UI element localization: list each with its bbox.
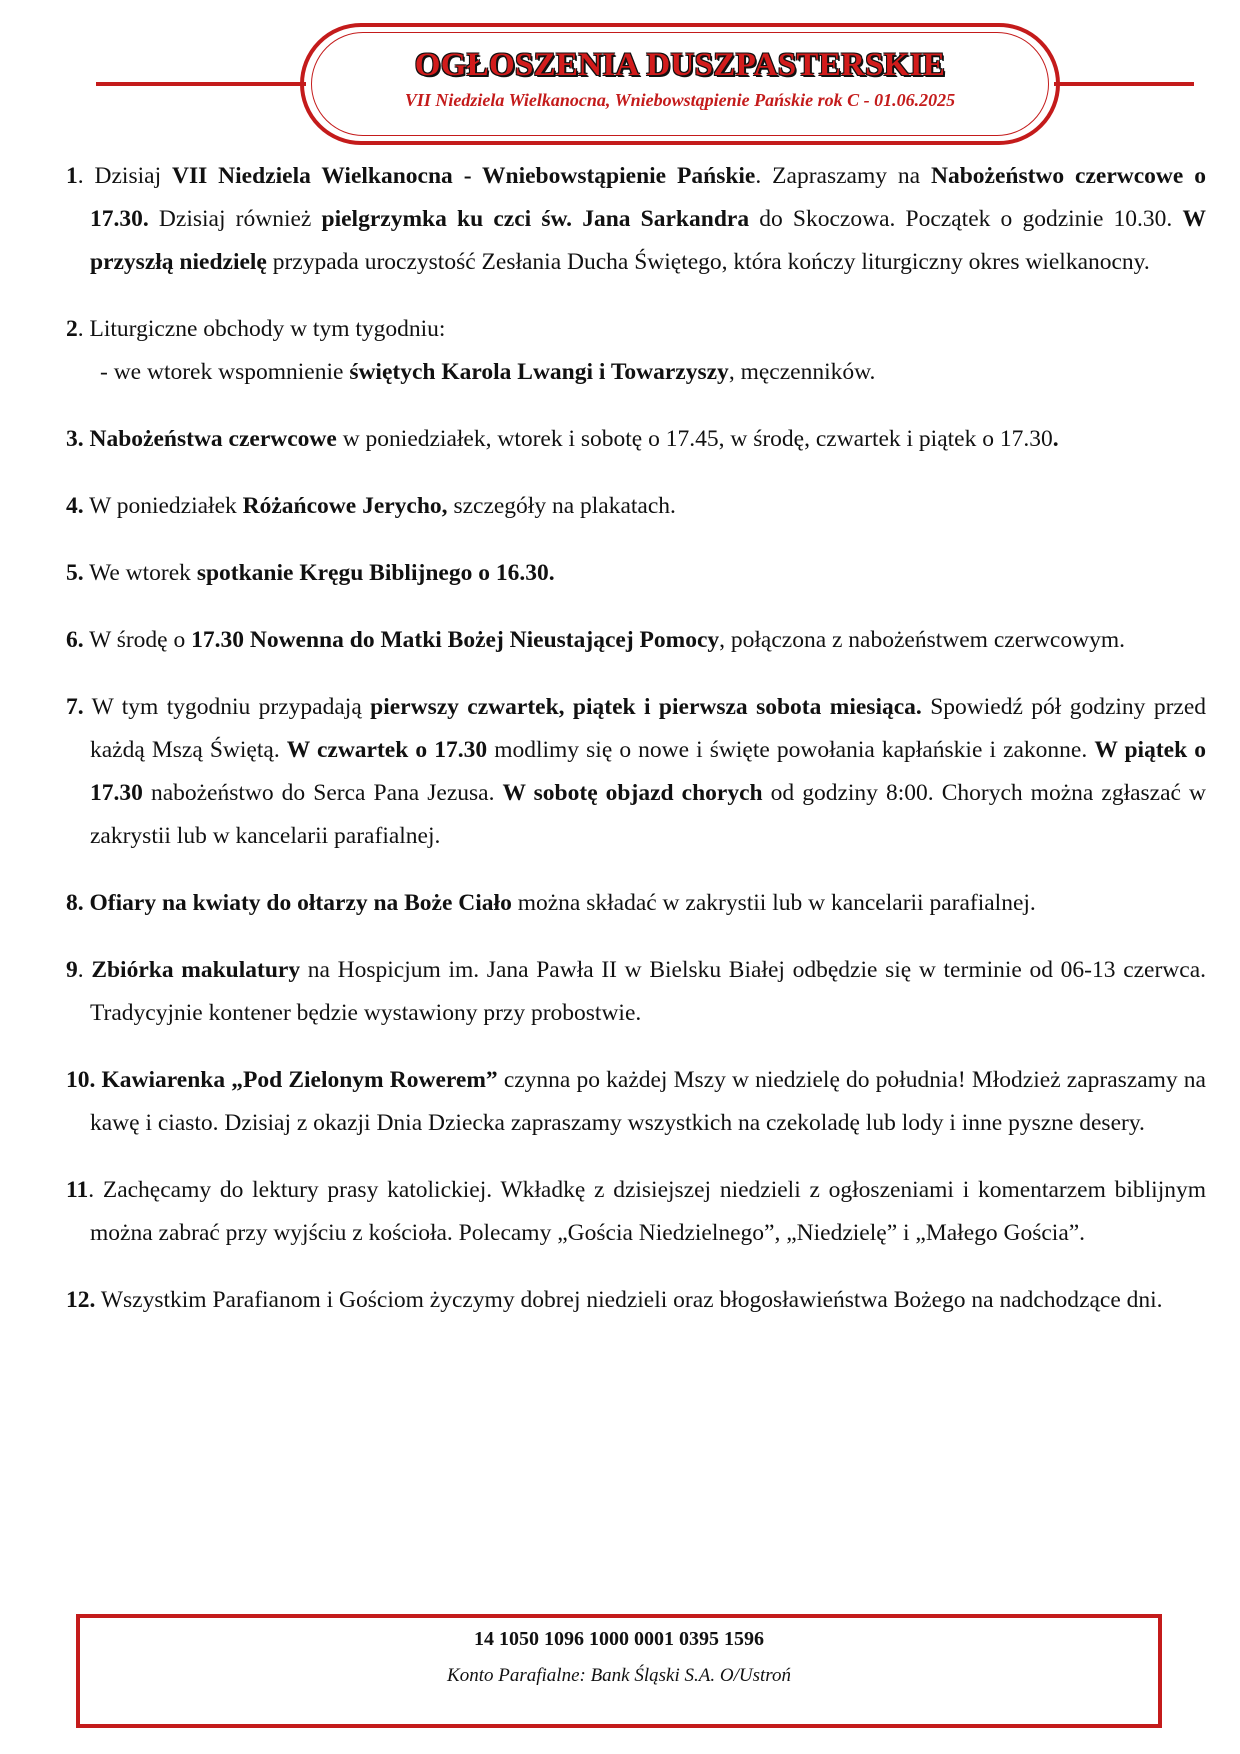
bank-name: Konto Parafialne: Bank Śląski S.A. O/Ustroń xyxy=(447,1665,791,1686)
text: - we wtorek wspomnienie xyxy=(100,359,350,385)
bold-text: 3. Nabożeństwa czerwcowe xyxy=(66,426,337,452)
text: do Skoczowa. Początek o godzinie 10.30. xyxy=(749,206,1183,232)
announcement-item-7 xyxy=(66,686,1206,858)
text: , połączona z nabożeństwem czerwcowym. xyxy=(719,627,1125,653)
text: . xyxy=(77,957,92,983)
announcement-item-10 xyxy=(66,1059,1206,1145)
bold-text: 7. xyxy=(66,694,84,720)
bold-text: 11 xyxy=(66,1177,89,1203)
page-title: OGŁOSZENIA DUSZPASTERSKIE xyxy=(414,47,946,83)
bold-text: W piątek o 17.30 xyxy=(90,737,1207,806)
announcement-item-5 xyxy=(66,552,1206,595)
bold-text: 5. xyxy=(66,560,84,586)
text: przypada uroczystość Zesłania Ducha Świętego, która kończy liturgiczny okres wielkanocny. xyxy=(266,249,1150,275)
bold-text: . xyxy=(1052,426,1059,452)
bold-text: Zbiórka makulatury xyxy=(91,957,301,983)
text: . Liturgiczne obchody w tym tygodniu: xyxy=(77,316,446,342)
text: szczegóły na plakatach. xyxy=(447,493,676,519)
bold-text: pierwszy czwartek, piątek i pierwsza sobota miesiąca. xyxy=(370,694,922,720)
bold-text: 9 xyxy=(66,957,78,983)
bold-text: W czwartek o 17.30 xyxy=(286,737,488,763)
bold-text: pielgrzymka ku czci św. Jana Sarkandra xyxy=(321,206,750,232)
announcement-item-8 xyxy=(66,882,1206,925)
bank-account-box xyxy=(76,1614,1162,1728)
announcement-item-3 xyxy=(66,418,1206,461)
text: We wtorek xyxy=(83,560,197,586)
bold-text: Różańcowe Jerycho, xyxy=(242,493,448,519)
bold-text: 1 xyxy=(66,163,78,189)
bold-text: 4. xyxy=(66,493,84,519)
text: na Hospicjum im. Jana Pawła II w Bielsku Białej odbędzie się w terminie od 06-13 czerwca. Tradycyjnie kontener będzie wystawiony przy probostwie. xyxy=(90,957,1207,1026)
header-rule-left xyxy=(96,82,306,86)
bold-text: 2 xyxy=(66,316,78,342)
text: modlimy się o nowe i święte powołania kapłańskie i zakonne. xyxy=(487,737,1095,763)
text: , męczenników. xyxy=(728,359,876,385)
text: w poniedziałek, wtorek i sobotę o 17.45, w środę, czwartek i piątek o 17.30 xyxy=(336,426,1053,452)
bold-text: spotkanie Kręgu Biblijnego o 16.30. xyxy=(196,560,555,586)
bold-text: W przyszłą niedzielę xyxy=(90,206,1206,275)
page-subtitle: VII Niedziela Wielkanocna, Wniebowstąpienie Pańskie rok C - 01.06.2025 xyxy=(404,90,956,110)
announcements-list xyxy=(66,155,1206,1346)
bold-text: 10. Kawiarenka „Pod Zielonym Rowerem” xyxy=(66,1067,498,1093)
announcement-item-2 xyxy=(66,308,1206,394)
account-number: 14 1050 1096 1000 0001 0395 1596 xyxy=(474,1628,764,1650)
text: nabożeństwo do Serca Pana Jezusa. xyxy=(142,780,503,806)
bold-text: VII Niedziela Wielkanocna - Wniebowstąpienie Pańskie xyxy=(172,163,756,189)
text: . Zachęcamy do lektury prasy katolickiej. Wkładkę z dzisiejszej niedzieli z ogłoszeniami i komentarzem biblijnym można zabrać przy wyjściu z kościoła. Polecamy „Gościa Niedzielnego”, „Niedzielę” i „Małego Gościa”. xyxy=(88,1177,1206,1246)
announcement-item-11 xyxy=(66,1169,1206,1255)
text: Dzisiaj również xyxy=(148,206,322,232)
text: . Dzisiaj xyxy=(77,163,173,189)
text: W tym tygodniu przypadają xyxy=(83,694,371,720)
bold-text: 8. Ofiary na kwiaty do ołtarzy na Boże Ciało xyxy=(66,890,512,916)
text: . Zapraszamy na xyxy=(755,163,931,189)
announcement-item-9 xyxy=(66,949,1206,1035)
text: Wszystkim Parafianom i Gościom życzymy dobrej niedzieli oraz błogosławieństwa Bożego na nadchodzące dni. xyxy=(95,1287,1163,1313)
bold-text: 12. xyxy=(66,1287,96,1313)
bold-text: świętych Karola Lwangi i Towarzyszy xyxy=(349,359,729,385)
bold-text: 17.30 Nowenna do Matki Bożej Nieustającej Pomocy xyxy=(191,627,720,653)
bold-text: Nabożeństwo czerwcowe o 17.30. xyxy=(90,163,1206,232)
text: czynna po każdej Mszy w niedzielę do południa! Młodzież zapraszamy na kawę i ciasto. Dzisiaj z okazji Dnia Dziecka zapraszamy wszystkich na czekoladę lub lody i inne pyszne desery. xyxy=(90,1067,1206,1136)
announcement-item-1 xyxy=(66,155,1206,284)
announcement-item-12 xyxy=(66,1279,1206,1322)
text: od godziny 8:00. Chorych można zgłaszać w zakrystii lub w kancelarii parafialnej. xyxy=(90,780,1206,849)
text: Spowiedź pół godziny przed każdą Mszą Świętą. xyxy=(90,694,1207,763)
text: można składać w zakrystii lub w kancelarii parafialnej. xyxy=(511,890,1036,916)
announcement-subitem xyxy=(90,351,1206,394)
announcement-item-6 xyxy=(66,619,1206,662)
bold-text: W sobotę objazd chorych xyxy=(502,780,763,806)
announcement-item-4 xyxy=(66,485,1206,528)
text: W poniedziałek xyxy=(83,493,243,519)
header-box xyxy=(311,32,1049,136)
bold-text: 6. xyxy=(66,627,84,653)
header-rule-right xyxy=(1054,82,1194,86)
text: W środę o xyxy=(83,627,192,653)
